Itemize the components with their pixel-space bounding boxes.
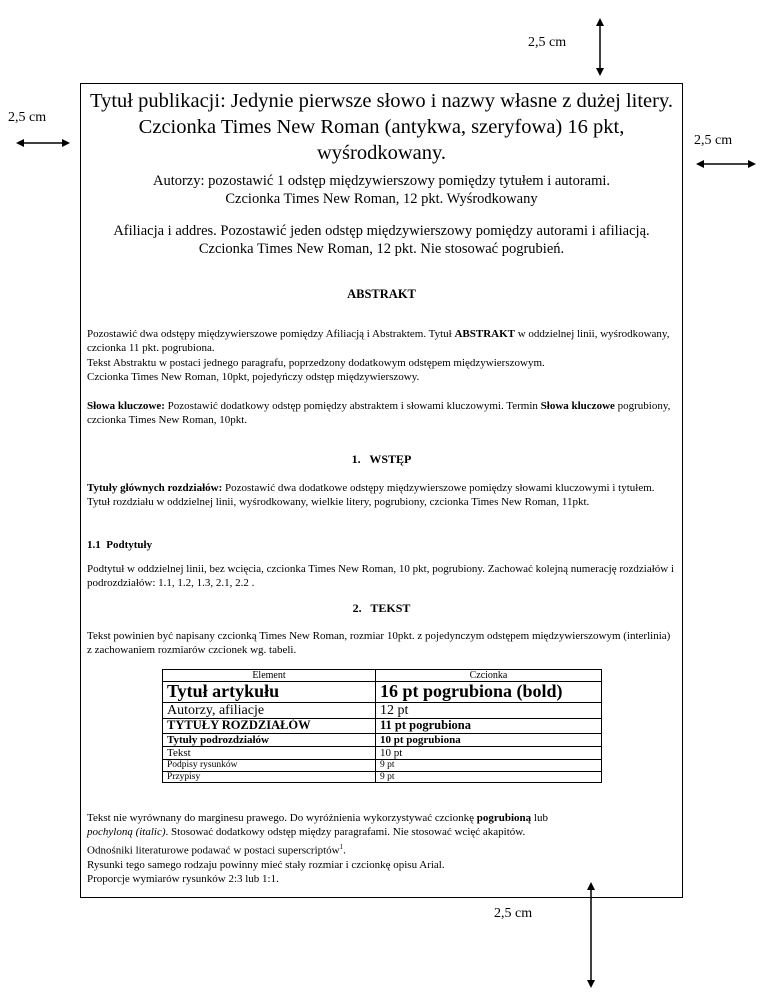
section-1-body <box>87 481 675 510</box>
document-page <box>80 83 683 898</box>
abstract-bold-term: ABSTRAKT <box>454 328 515 340</box>
section-1-bold-term: Tytuły głównych rozdziałów: <box>87 482 223 494</box>
abstract-text: Pozostawić dwa odstępy międzywierszowe pomiędzy Afiliacją i Abstraktem. Tytuł <box>87 328 455 340</box>
affiliation-line-1: Afiliacja i addres. Pozostawić jeden odstęp międzywierszowy pomiędzy autorami i afiliacją. <box>113 223 650 239</box>
subsection-body: Podtytuł w oddzielnej linii, bez wcięcia, czcionka Times New Roman, 10 pkt, pogrubiony. Zachować kolejną numerację rozdziałów i podrozdziałów: 1.1, 1.2, 1.3, 2.1, 2.2 . <box>87 563 675 590</box>
closing-line-2 <box>87 825 675 839</box>
table-header-row <box>163 670 602 682</box>
table-row <box>163 771 602 782</box>
table-cell: 9 pt <box>376 760 602 771</box>
section-2-body: Tekst powinien być napisany czcionką Times New Roman, rozmiar 10pkt. z pojedynczym odstępem międzywierszowym (interlinia) z zachowaniem rozmiarów czcionek wg. tabeli. <box>87 630 671 657</box>
table-cell: Autorzy, afiliacje <box>163 702 376 718</box>
affiliation-line-2: Czcionka Times New Roman, 12 pkt. Nie stosować pogrubień. <box>198 241 565 257</box>
section-1-text: Pozostawić dwa dodatkowe odstępy międzywierszowe pomiędzy słowami kluczowymi i tytułem. Tytuł rozdziału w oddzielnej linii, wyśrodkowany, wielkie litery, pogrubiony, czcionka Times New Roman, 11pkt. <box>87 482 655 509</box>
closing-text: Odnośniki literaturowe podawać w postaci superscriptów <box>87 844 340 857</box>
closing-text: lub <box>531 812 548 824</box>
margin-label-left: 2,5 cm <box>8 110 47 125</box>
closing-line-4: Rysunki tego samego rodzaju powinny mieć stały rozmiar i czcionkę opisu Arial. <box>87 858 445 871</box>
table-row <box>163 733 602 746</box>
table-cell: Podpisy rysunków <box>163 760 376 771</box>
keywords-text: Pozostawić dodatkowy odstęp pomiędzy abstraktem i słowami kluczowymi. Termin <box>164 400 541 412</box>
horizontal-arrow-right-icon <box>696 157 756 171</box>
abstract-body <box>87 327 675 384</box>
abstract-text: w oddzielnej linii, wyśrodkowany, czcionka 11 pkt. pogrubiona. <box>87 328 670 355</box>
table-cell: 16 pt pogrubiona (bold) <box>376 682 602 703</box>
keywords-term: Słowa kluczowe <box>540 400 615 412</box>
footnote-superscript: 1 <box>339 842 344 851</box>
closing-bold-term: pogrubioną <box>476 812 532 824</box>
abstract-paragraph-2: Tekst Abstraktu w postaci jednego paragrafu, poprzedzony dodatkowym odstępem międzywierszowym. <box>87 356 545 369</box>
font-spec-table <box>162 669 602 783</box>
subsection-heading: 1.1 Podtytuły <box>87 539 153 551</box>
table-cell: Tytuł artykułu <box>163 682 376 703</box>
section-1-heading: 1. WSTĘP <box>351 452 412 466</box>
horizontal-arrow-left-icon <box>16 136 70 150</box>
table-cell: 9 pt <box>376 771 602 782</box>
keywords-block <box>87 399 675 428</box>
table-row <box>163 682 602 703</box>
authors-line-2: Czcionka Times New Roman, 12 pkt. Wyśrodkowany <box>225 191 538 207</box>
table-cell: Tytuły podrozdziałów <box>163 733 376 746</box>
table-cell: 10 pt <box>376 747 602 760</box>
keywords-text: pogrubiony, czcionka Times New Roman, 10pkt. <box>87 400 671 427</box>
margin-label-bottom: 2,5 cm <box>494 906 533 921</box>
table-cell: 10 pt pogrubiona <box>376 733 602 746</box>
affiliation-block <box>81 222 682 258</box>
closing-text: Tekst nie wyrównany do marginesu prawego. Do wyróżnienia wykorzystywać czcionkę <box>87 812 477 824</box>
vertical-arrow-top-icon <box>590 18 610 76</box>
abstract-paragraph-1 <box>87 327 675 356</box>
table-cell: Tekst <box>163 747 376 760</box>
margin-label-right: 2,5 cm <box>694 133 733 148</box>
margin-label-top: 2,5 cm <box>528 35 567 50</box>
table-cell: 12 pt <box>376 702 602 718</box>
authors-block <box>81 172 682 208</box>
closing-block <box>87 811 675 886</box>
closing-italic-term: pochyloną (italic) <box>87 826 166 839</box>
table-header-cell: Czcionka <box>376 670 602 682</box>
closing-text: . Stosować dodatkowy odstęp między paragrafami. Nie stosować wcięć akapitów. <box>165 826 526 839</box>
closing-line-5: Proporcje wymiarów rysunków 2:3 lub 1:1. <box>87 872 279 885</box>
closing-line-1 <box>87 811 675 825</box>
table-row <box>163 719 602 734</box>
section-2-heading: 2. TEKST <box>352 601 411 615</box>
abstract-paragraph-3: Czcionka Times New Roman, 10pkt, pojedyńczy odstęp międzywierszowy. <box>87 370 420 383</box>
closing-text: . <box>343 844 346 857</box>
table-cell: TYTUŁY ROZDZIAŁÓW <box>163 719 376 734</box>
authors-line-1: Autorzy: pozostawić 1 odstęp międzywierszowy pomiędzy tytułem i autorami. <box>152 173 611 189</box>
table-row <box>163 760 602 771</box>
table-header-cell: Element <box>163 670 376 682</box>
table-cell: Przypisy <box>163 771 376 782</box>
table-cell: 11 pt pogrubiona <box>376 719 602 734</box>
table-row <box>163 702 602 718</box>
page-title: Tytuł publikacji: Jedynie pierwsze słowo i nazwy własne z dużej litery. Czcionka Times New Roman (antykwa, szeryfowa) 16 pkt, wyśrodkowany. <box>89 90 674 164</box>
table-row <box>163 747 602 760</box>
closing-line-3 <box>87 840 675 858</box>
keywords-label: Słowa kluczowe: <box>87 400 165 412</box>
abstract-heading: ABSTRAKT <box>347 287 416 301</box>
